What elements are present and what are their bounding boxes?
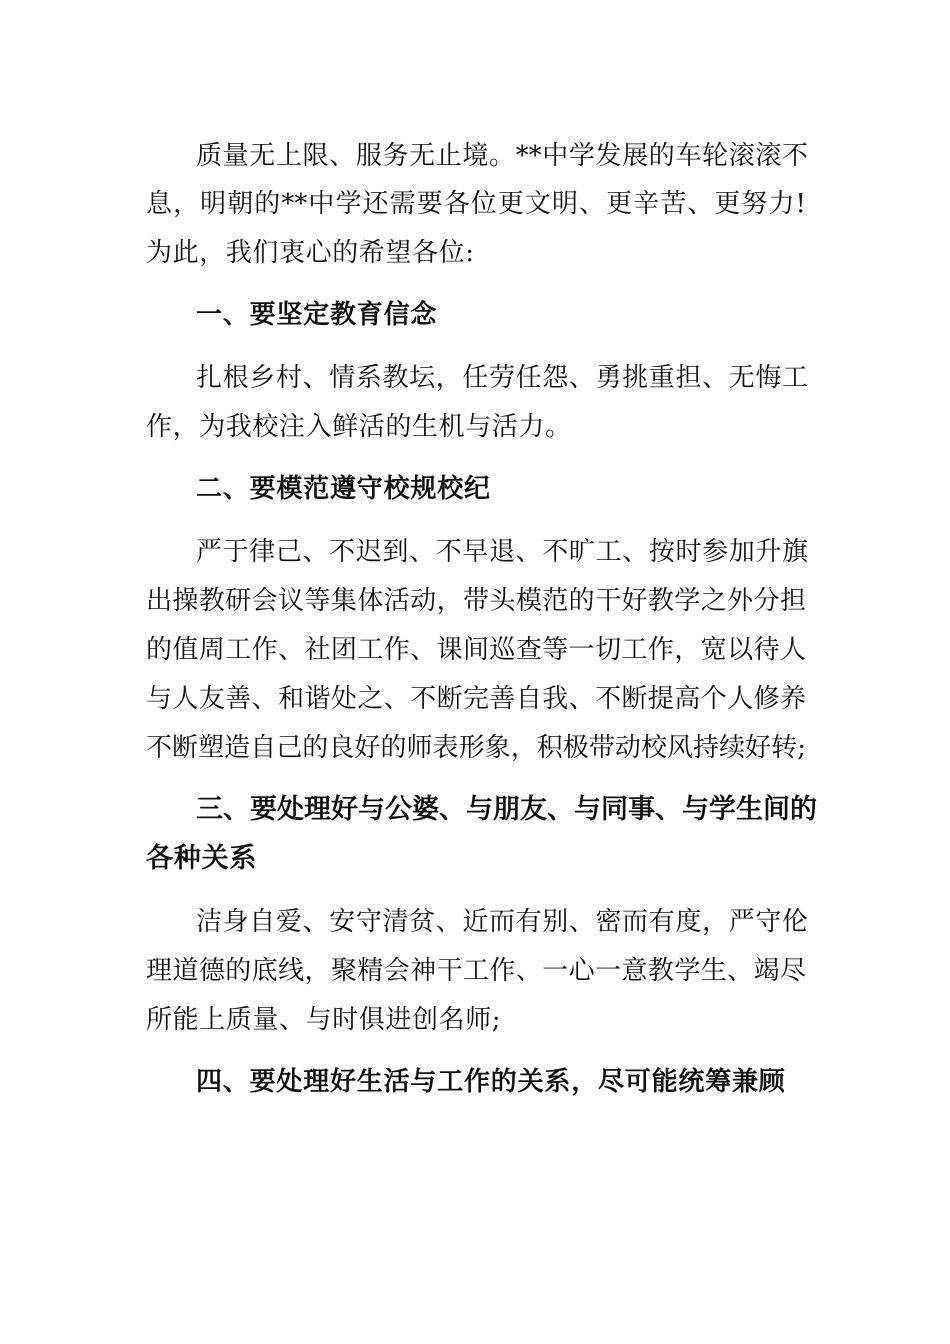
section-heading-2: 二、要模范遵守校规校纪 [196,474,491,504]
section-2-body-line-3: 的值周工作、社团工作、课间巡查等一切工作，宽以待人 [146,635,806,665]
section-heading-3-continued: 各种关系 [146,843,258,874]
section-3-body-line-3: 所能上质量、与时俱进创名师; [146,1005,502,1035]
section-2-body-line-5: 不断塑造自己的良好的师表形象，积极带动校风持续好转; [146,733,806,763]
section-3-body-line-2: 理道德的底线，聚精会神干工作、一心一意教学生、竭尽 [146,956,806,986]
intro-line-3: 为此，我们衷心的希望各位: [146,238,475,268]
section-2-body-line-4: 与人友善、和谐处之、不断完善自我、不断提高个人修养 [146,684,806,714]
section-heading-1: 一、要坚定教育信念 [196,300,438,330]
section-3-body-line-1: 洁身自爱、安守清贫、近而有别、密而有度，严守伦 [196,907,808,937]
section-1-body-line-1: 扎根乡村、情系教坛，任劳任怨、勇挑重担、无悔工 [196,363,808,393]
section-heading-4: 四、要处理好生活与工作的关系，尽可能统筹兼顾 [196,1067,786,1097]
section-2-body-line-1: 严于律己、不迟到、不早退、不旷工、按时参加升旗 [196,537,808,567]
section-1-body-line-2: 作，为我校注入鲜活的生机与活力。 [146,412,572,442]
intro-line-1: 质量无上限、服务无止境。**中学发展的车轮滚滚不 [196,141,808,171]
intro-line-2: 息，明朝的**中学还需要各位更文明、更辛苦、更努力! [146,189,806,219]
section-2-body-line-2: 出操教研会议等集体活动，带头模范的干好教学之外分担 [146,586,806,616]
section-heading-3: 三、要处理好与公婆、与朋友、与同事、与学生间的 [196,794,817,825]
